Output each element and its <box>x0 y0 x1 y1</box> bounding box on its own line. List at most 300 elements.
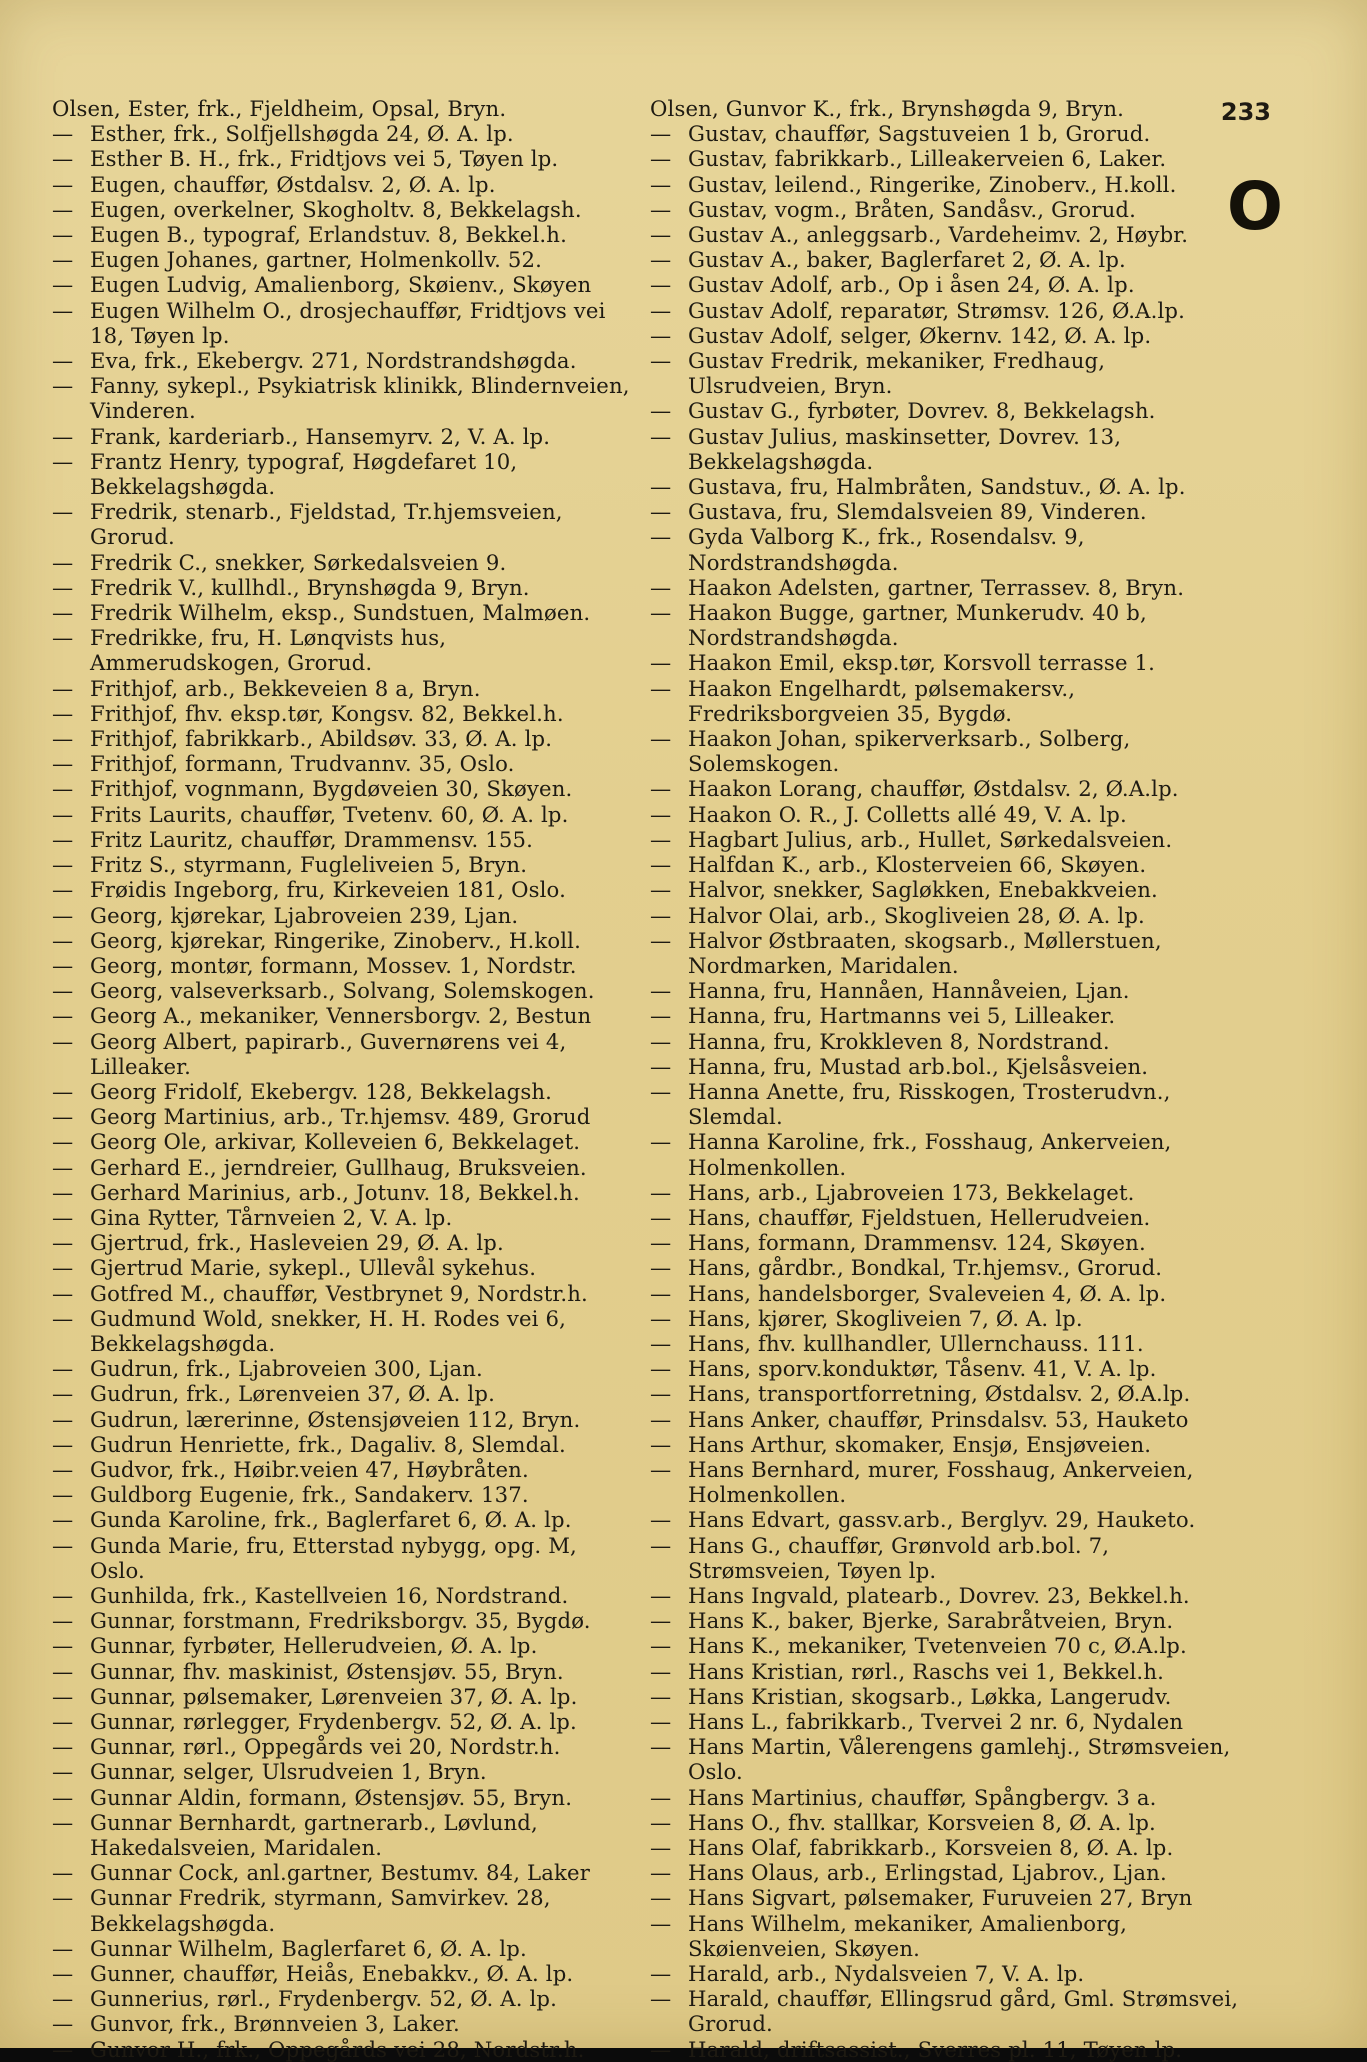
entry-text: Gunnar, fyrbøter, Hellerudveien, Ø. A. lp. <box>90 1633 538 1659</box>
ditto-dash: — <box>650 1532 672 1558</box>
directory-entry <box>52 1180 637 1205</box>
ditto-dash: — <box>650 247 672 273</box>
entry-text: Gustav, fabrikkarb., Lilleakerveien 6, Laker. <box>688 146 1167 172</box>
directory-entry <box>52 121 637 146</box>
ditto-dash: — <box>52 247 74 273</box>
ditto-dash: — <box>52 1709 74 1734</box>
ditto-dash: — <box>650 1683 672 1709</box>
directory-entry <box>650 802 1240 827</box>
entry-text: Gustav Julius, maskinsetter, Dovrev. 13, Bekkelagshøgda. <box>688 423 1122 474</box>
directory-entry <box>52 1885 637 1935</box>
ditto-dash: — <box>650 1582 672 1608</box>
entry-text: Hans Anker, chauffør, Prinsdalsv. 53, Hauketo <box>688 1406 1189 1432</box>
entry-text: Haakon Bugge, gartner, Munkerudv. 40 b, Nordstrandshøgda. <box>688 600 1147 651</box>
ditto-dash: — <box>52 1935 74 1961</box>
ditto-dash: — <box>650 1910 672 1936</box>
directory-entry <box>650 398 1240 423</box>
entry-text: Fredrikke, fru, H. Lønqvists hus, Ammerudskogen, Grorud. <box>90 625 447 676</box>
ditto-dash: — <box>52 1658 74 1684</box>
ditto-dash: — <box>650 852 672 878</box>
directory-entry <box>52 1457 637 1482</box>
directory-entry <box>52 877 637 902</box>
entry-text: Hans, kjører, Skogliveien 7, Ø. A. lp. <box>688 1305 1083 1331</box>
right-column <box>650 96 1240 2062</box>
directory-entry <box>52 1306 637 1356</box>
ditto-dash: — <box>650 121 672 147</box>
ditto-dash: — <box>52 700 74 726</box>
directory-entry <box>650 1961 1240 1986</box>
ditto-dash: — <box>52 1255 74 1281</box>
directory-entry <box>650 1331 1240 1356</box>
ditto-dash: — <box>52 1406 74 1432</box>
entry-text: Olsen, Ester, frk., Fjeldheim, Opsal, Bryn. <box>52 96 507 121</box>
entry-text: Gunnar, fhv. maskinist, Østensjøv. 55, Bryn. <box>90 1658 564 1684</box>
entry-text: Gunvor H., frk., Oppegårds vei 28, Nordstr.h. <box>90 2036 585 2062</box>
directory-entry <box>650 2037 1240 2062</box>
directory-entry <box>650 1810 1240 1835</box>
ditto-dash: — <box>650 1356 672 1382</box>
directory-entry <box>650 676 1240 726</box>
ditto-dash: — <box>52 448 74 474</box>
directory-entry <box>52 172 637 197</box>
directory-entry <box>52 1155 637 1180</box>
ditto-dash: — <box>52 1204 74 1230</box>
entry-text: Fritz Lauritz, chauffør, Drammensv. 155. <box>90 826 533 852</box>
directory-entry <box>650 928 1240 978</box>
entry-text: Esther B. H., frk., Fridtjovs vei 5, Tøyen lp. <box>90 146 559 172</box>
ditto-dash: — <box>52 272 74 298</box>
ditto-dash: — <box>52 776 74 802</box>
ditto-dash: — <box>52 1456 74 1482</box>
ditto-dash: — <box>52 877 74 903</box>
entry-text: Gustav G., fyrbøter, Dovrev. 8, Bekkelagsh. <box>688 398 1156 424</box>
entry-text: Gina Rytter, Tårnveien 2, V. A. lp. <box>90 1204 453 1230</box>
entry-text: Gustav Adolf, arb., Op i åsen 24, Ø. A. lp. <box>688 272 1135 298</box>
entry-text: Hans, arb., Ljabroveien 173, Bekkelaget. <box>688 1179 1135 1205</box>
ditto-dash: — <box>52 146 74 172</box>
directory-entry <box>52 1079 637 1104</box>
entry-text: Gunnar, forstmann, Fredriksborgv. 35, Bygdø. <box>90 1608 591 1634</box>
entry-text: Frithjof, arb., Bekkeveien 8 a, Bryn. <box>90 675 481 701</box>
entry-text: Gustav Adolf, reparatør, Strømsv. 126, Ø.A.lp. <box>688 297 1185 323</box>
directory-entry <box>52 1230 637 1255</box>
ditto-dash: — <box>650 322 672 348</box>
ditto-dash: — <box>52 499 74 525</box>
entry-text: Frank, karderiarb., Hansemyrv. 2, V. A. lp. <box>90 423 551 449</box>
entry-text: Gudmund Wold, snekker, H. H. Rodes vei 6, Bekkelagshøgda. <box>90 1305 566 1356</box>
entry-text: Gunnar, rørlegger, Frydenbergv. 52, Ø. A. lp. <box>90 1709 577 1734</box>
directory-entry <box>52 1029 637 1079</box>
ditto-dash: — <box>650 574 672 600</box>
ditto-dash: — <box>650 297 672 323</box>
entry-text: Hans, fhv. kullhandler, Ullernchauss. 111. <box>688 1330 1144 1356</box>
entry-text: Hans Ingvald, platearb., Dovrev. 23, Bekkel.h. <box>688 1582 1190 1608</box>
directory-entry <box>52 449 637 499</box>
directory-entry <box>650 348 1240 398</box>
entry-text: Gunnerius, rørl., Frydenbergv. 52, Ø. A. lp. <box>90 1986 558 2012</box>
ditto-dash: — <box>650 1507 672 1533</box>
directory-entry <box>650 474 1240 499</box>
directory-entry <box>650 272 1240 297</box>
ditto-dash: — <box>650 146 672 172</box>
entry-text: Fanny, sykepl., Psykiatrisk klinikk, Blindernveien, Vinderen. <box>90 373 630 424</box>
entry-text: Eugen Ludvig, Amalienborg, Skøienv., Skøyen <box>90 272 592 298</box>
ditto-dash: — <box>650 398 672 424</box>
directory-entry <box>52 751 637 776</box>
entry-text: Eugen, chauffør, Østdalsv. 2, Ø. A. lp. <box>90 171 496 197</box>
entry-text: Georg A., mekaniker, Vennersborgv. 2, Bestun <box>90 1003 592 1029</box>
directory-entry <box>650 424 1240 474</box>
ditto-dash: — <box>650 978 672 1004</box>
entry-text: Gudvor, frk., Høibr.veien 47, Høybråten. <box>90 1456 529 1482</box>
entry-text: Gunnar Wilhelm, Baglerfaret 6, Ø. A. lp. <box>90 1935 527 1961</box>
directory-entry <box>52 676 637 701</box>
ditto-dash: — <box>52 751 74 777</box>
ditto-dash: — <box>650 423 672 449</box>
directory-entry <box>650 1684 1240 1709</box>
entry-text: Gjertrud Marie, sykepl., Ullevål sykehus. <box>90 1255 537 1281</box>
directory-entry <box>52 726 637 751</box>
entry-text: Hans L., fabrikkarb., Tvervei 2 nr. 6, Nydalen <box>688 1709 1184 1734</box>
entry-text: Gunnar Cock, anl.gartner, Bestumv. 84, Laker <box>90 1860 590 1886</box>
entry-text: Halvor Olai, arb., Skogliveien 28, Ø. A. lp. <box>688 902 1145 928</box>
entry-text: Georg Ole, arkivar, Kolleveien 6, Bekkelaget. <box>90 1129 581 1155</box>
directory-entry <box>650 1457 1240 1507</box>
ditto-dash: — <box>52 1003 74 1029</box>
entry-text: Eugen Wilhelm O., drosjechauffør, Fridtjovs vei 18, Tøyen lp. <box>90 297 606 348</box>
ditto-dash: — <box>650 650 672 676</box>
directory-entry <box>650 1507 1240 1532</box>
ditto-dash: — <box>52 1961 74 1987</box>
ditto-dash: — <box>650 196 672 222</box>
ditto-dash: — <box>52 1759 74 1785</box>
ditto-dash: — <box>52 1633 74 1659</box>
entry-text: Hans Kristian, rørl., Raschs vei 1, Bekkel.h. <box>688 1658 1164 1684</box>
entry-text: Georg, valseverksarb., Solvang, Solemskogen. <box>90 978 595 1004</box>
entry-text: Georg, kjørekar, Ljabroveien 239, Ljan. <box>90 902 519 928</box>
ditto-dash: — <box>650 675 672 701</box>
ditto-dash: — <box>52 726 74 752</box>
entry-text: Hans, gårdbr., Bondkal, Tr.hjemsv., Grorud. <box>688 1255 1163 1281</box>
directory-entry <box>52 1533 637 1583</box>
directory-entry <box>650 575 1240 600</box>
directory-entry <box>650 1205 1240 1230</box>
ditto-dash: — <box>52 600 74 626</box>
ditto-dash: — <box>52 1381 74 1407</box>
entry-text: Frits Laurits, chauffør, Tvetenv. 60, Ø. A. lp. <box>90 801 569 827</box>
entry-text: Esther, frk., Solfjellshøgda 24, Ø. A. lp. <box>90 121 514 147</box>
entry-text: Haakon Emil, eksp.tør, Korsvoll terrasse 1. <box>688 650 1156 676</box>
directory-entry <box>650 650 1240 675</box>
ditto-dash: — <box>650 1406 672 1432</box>
directory-entry <box>650 1709 1240 1734</box>
ditto-dash: — <box>52 1129 74 1155</box>
entry-text: Hans, chauffør, Fjeldstuen, Hellerudveien. <box>688 1204 1151 1230</box>
ditto-dash: — <box>650 1078 672 1104</box>
ditto-dash: — <box>650 1381 672 1407</box>
directory-entry <box>52 373 637 423</box>
ditto-dash: — <box>52 1986 74 2012</box>
ditto-dash: — <box>52 574 74 600</box>
directory-entry <box>52 701 637 726</box>
ditto-dash: — <box>52 222 74 248</box>
directory-entry <box>650 1003 1240 1028</box>
directory-entry <box>650 1533 1240 1583</box>
directory-entry <box>650 1608 1240 1633</box>
ditto-dash: — <box>650 1709 672 1734</box>
ditto-dash: — <box>650 801 672 827</box>
directory-entry <box>650 1230 1240 1255</box>
entry-text: Gunnar, pølsemaker, Lørenveien 37, Ø. A. lp. <box>90 1683 578 1709</box>
entry-text: Eva, frk., Ekebergv. 271, Nordstrandshøgda. <box>90 348 577 374</box>
directory-entry <box>650 1432 1240 1457</box>
directory-entry <box>52 1986 637 2011</box>
entry-text: Hanna, fru, Hannåen, Hannåveien, Ljan. <box>688 978 1130 1004</box>
ditto-dash: — <box>52 1885 74 1911</box>
directory-entry <box>650 726 1240 776</box>
directory-entry <box>650 1054 1240 1079</box>
entry-text: Hanna Karoline, frk., Fosshaug, Ankerveien, Holmenkollen. <box>688 1129 1172 1180</box>
directory-entry <box>52 247 637 272</box>
ditto-dash: — <box>52 348 74 374</box>
ditto-dash: — <box>52 1305 74 1331</box>
ditto-dash: — <box>650 1431 672 1457</box>
directory-entry <box>650 903 1240 928</box>
entry-text: Frantz Henry, typograf, Høgdefaret 10, Bekkelagshøgda. <box>90 448 518 500</box>
directory-entry <box>52 575 637 600</box>
entry-text: Gyda Valborg K., frk., Rosendalsv. 9, Nordstrandshøgda. <box>688 524 1085 575</box>
letter-index: O <box>1226 168 1283 245</box>
directory-entry <box>650 852 1240 877</box>
ditto-dash: — <box>52 1230 74 1256</box>
entry-text: Hans Olaus, arb., Erlingstad, Ljabrov., Ljan. <box>688 1860 1167 1886</box>
directory-entry <box>52 1381 637 1406</box>
ditto-dash: — <box>52 1078 74 1104</box>
entry-text: Gudrun, frk., Ljabroveien 300, Ljan. <box>90 1356 483 1382</box>
ditto-dash: — <box>52 1280 74 1306</box>
entry-text: Gustav A., baker, Baglerfaret 2, Ø. A. lp. <box>688 247 1126 273</box>
entry-text: Harald, arb., Nydalsveien 7, V. A. lp. <box>688 1961 1085 1987</box>
ditto-dash: — <box>52 1608 74 1634</box>
ditto-dash: — <box>650 524 672 550</box>
entry-text: Fritz S., styrmann, Fugleliveien 5, Bryn. <box>90 852 528 878</box>
directory-entry <box>52 1255 637 1280</box>
entry-text: Eugen, overkelner, Skogholtv. 8, Bekkelagsh. <box>90 196 582 222</box>
entry-text: Gustav Fredrik, mekaniker, Fredhaug, Ulsrudveien, Bryn. <box>688 348 1106 399</box>
entry-text: Gudrun, frk., Lørenveien 37, Ø. A. lp. <box>90 1381 495 1407</box>
ditto-dash: — <box>650 348 672 374</box>
directory-entry <box>650 197 1240 222</box>
ditto-dash: — <box>650 1734 672 1760</box>
directory-entry <box>52 96 637 121</box>
ditto-dash: — <box>650 1784 672 1810</box>
ditto-dash: — <box>650 1053 672 1079</box>
ditto-dash: — <box>650 2036 672 2062</box>
entry-text: Gotfred M., chauffør, Vestbrynet 9, Nordstr.h. <box>90 1280 588 1306</box>
ditto-dash: — <box>52 1104 74 1130</box>
page-number: 233 <box>1220 98 1271 126</box>
directory-entry <box>52 802 637 827</box>
entry-text: Halvor Østbraaten, skogsarb., Møllerstuen, Nordmarken, Maridalen. <box>688 927 1162 978</box>
entry-text: Gunnar Fredrik, styrmann, Samvirkev. 28, Bekkelagshøgda. <box>90 1885 551 1936</box>
directory-entry <box>52 1860 637 1885</box>
ditto-dash: — <box>650 1986 672 2012</box>
entry-text: Hans, handelsborger, Svaleveien 4, Ø. A. lp. <box>688 1280 1167 1306</box>
directory-entry <box>52 827 637 852</box>
ditto-dash: — <box>52 1734 74 1760</box>
entry-text: Frithjof, formann, Trudvannv. 35, Oslo. <box>90 751 515 777</box>
ditto-dash: — <box>650 1028 672 1054</box>
ditto-dash: — <box>650 826 672 852</box>
ditto-dash: — <box>650 1809 672 1835</box>
ditto-dash: — <box>52 1582 74 1608</box>
ditto-dash: — <box>650 1280 672 1306</box>
directory-entry <box>52 852 637 877</box>
directory-entry <box>52 348 637 373</box>
ditto-dash: — <box>650 1456 672 1482</box>
entry-text: Eugen B., typograf, Erlandstuv. 8, Bekkel.h. <box>90 222 567 248</box>
directory-entry <box>650 1356 1240 1381</box>
directory-entry <box>650 1860 1240 1885</box>
ditto-dash: — <box>52 852 74 878</box>
ditto-dash: — <box>650 1608 672 1634</box>
directory-entry <box>650 1633 1240 1658</box>
ditto-dash: — <box>52 1532 74 1558</box>
ditto-dash: — <box>650 1129 672 1155</box>
ditto-dash: — <box>650 171 672 197</box>
entry-text: Fredrik C., snekker, Sørkedalsveien 9. <box>90 549 507 575</box>
ditto-dash: — <box>52 196 74 222</box>
directory-entry <box>650 524 1240 574</box>
directory-entry <box>52 146 637 171</box>
entry-text: Gustava, fru, Halmbråten, Sandstuv., Ø. A. lp. <box>688 474 1186 500</box>
entry-text: Gunnar, rørl., Oppegårds vei 20, Nordstr.h. <box>90 1734 561 1760</box>
entry-text: Hagbart Julius, arb., Hullet, Sørkedalsveien. <box>688 826 1173 852</box>
ditto-dash: — <box>52 297 74 323</box>
entry-text: Gunda Marie, fru, Etterstad nybygg, opg. M, Oslo. <box>90 1532 577 1583</box>
ditto-dash: — <box>52 1809 74 1835</box>
entry-text: Gustav Adolf, selger, Økernv. 142, Ø. A. lp. <box>688 322 1152 348</box>
entry-text: Georg, kjørekar, Ringerike, Zinoberv., H.koll. <box>90 927 581 953</box>
entry-text: Hans O., fhv. stallkar, Korsveien 8, Ø. A. lp. <box>688 1809 1156 1835</box>
entry-text: Hans Arthur, skomaker, Ensjø, Ensjøveien. <box>688 1431 1152 1457</box>
entry-text: Gunvor, frk., Brønnveien 3, Laker. <box>90 2011 460 2037</box>
ditto-dash: — <box>52 826 74 852</box>
entry-text: Halfdan K., arb., Klosterveien 66, Skøyen. <box>688 852 1147 878</box>
entry-text: Haakon Lorang, chauffør, Østdalsv. 2, Ø.A.lp. <box>688 776 1179 802</box>
directory-entry <box>650 1180 1240 1205</box>
directory-entry <box>650 1129 1240 1179</box>
entry-text: Hans Martin, Vålerengens gamlehj., Strømsveien, Oslo. <box>688 1734 1231 1785</box>
ditto-dash: — <box>650 222 672 248</box>
ditto-dash: — <box>52 423 74 449</box>
directory-entry <box>650 172 1240 197</box>
directory-entry <box>52 1003 637 1028</box>
directory-entry <box>650 776 1240 801</box>
entry-text: Gerhard Marinius, arb., Jotunv. 18, Bekkel.h. <box>90 1179 580 1205</box>
entry-text: Georg Martinius, arb., Tr.hjemsv. 489, Grorud <box>90 1104 591 1130</box>
entry-text: Gunda Karoline, frk., Baglerfaret 6, Ø. A. lp. <box>90 1507 572 1533</box>
ditto-dash: — <box>650 272 672 298</box>
directory-entry <box>52 197 637 222</box>
directory-entry <box>650 877 1240 902</box>
directory-entry <box>650 827 1240 852</box>
entry-text: Gustav, chauffør, Sagstuveien 1 b, Grorud. <box>688 121 1151 147</box>
directory-entry <box>52 2037 637 2062</box>
ditto-dash: — <box>650 499 672 525</box>
directory-entry <box>52 1583 637 1608</box>
directory-entry <box>52 1734 637 1759</box>
entry-text: Gjertrud, frk., Hasleveien 29, Ø. A. lp. <box>90 1230 504 1256</box>
entry-text: Hans, formann, Drammensv. 124, Skøyen. <box>688 1230 1146 1256</box>
entry-text: Hans K., mekaniker, Tvetenveien 70 c, Ø.A.lp. <box>688 1633 1187 1659</box>
directory-entry <box>52 978 637 1003</box>
directory-entry <box>52 1961 637 1986</box>
directory-entry <box>650 978 1240 1003</box>
ditto-dash: — <box>650 776 672 802</box>
ditto-dash: — <box>52 902 74 928</box>
directory-entry <box>650 499 1240 524</box>
ditto-dash: — <box>52 801 74 827</box>
directory-entry <box>650 1885 1240 1910</box>
ditto-dash: — <box>52 121 74 147</box>
ditto-dash: — <box>52 373 74 399</box>
directory-entry <box>52 222 637 247</box>
ditto-dash: — <box>650 1230 672 1256</box>
entry-text: Frithjof, fabrikkarb., Abildsøv. 33, Ø. A. lp. <box>90 726 553 752</box>
entry-text: Haakon O. R., J. Colletts allé 49, V. A. lp. <box>688 801 1127 827</box>
entry-text: Gudrun, lærerinne, Østensjøveien 112, Bryn. <box>90 1406 581 1432</box>
directory-entry <box>52 1633 637 1658</box>
entry-text: Gustava, fru, Slemdalsveien 89, Vinderen. <box>688 499 1147 525</box>
directory-entry <box>650 1785 1240 1810</box>
directory-entry <box>650 1911 1240 1961</box>
directory-entry <box>52 625 637 675</box>
directory-entry <box>52 953 637 978</box>
directory-entry <box>650 1079 1240 1129</box>
ditto-dash: — <box>650 1179 672 1205</box>
entry-text: Hans Kristian, skogsarb., Løkka, Langerudv. <box>688 1683 1172 1709</box>
directory-entry <box>650 600 1240 650</box>
entry-text: Haakon Adelsten, gartner, Terrassev. 8, Bryn. <box>688 574 1185 600</box>
ditto-dash: — <box>52 1507 74 1533</box>
directory-entry <box>650 1659 1240 1684</box>
ditto-dash: — <box>650 1003 672 1029</box>
entry-text: Hans G., chauffør, Grønvold arb.bol. 7, Strømsveien, Tøyen lp. <box>688 1532 1110 1583</box>
ditto-dash: — <box>52 2036 74 2062</box>
entry-text: Gustav, vogm., Bråten, Sandåsv., Grorud. <box>688 196 1136 222</box>
directory-entry <box>650 1835 1240 1860</box>
directory-entry <box>52 1507 637 1532</box>
entry-text: Frithjof, vognmann, Bygdøveien 30, Skøyen. <box>90 776 573 802</box>
directory-entry <box>52 1709 637 1734</box>
directory-entry <box>650 298 1240 323</box>
ditto-dash: — <box>650 1860 672 1886</box>
entry-text: Hanna, fru, Krokkleven 8, Nordstrand. <box>688 1028 1110 1054</box>
directory-entry <box>52 272 637 297</box>
entry-text: Gerhard E., jerndreier, Gullhaug, Bruksveien. <box>90 1154 587 1180</box>
entry-text: Gudrun Henriette, frk., Dagaliv. 8, Slemdal. <box>90 1431 566 1457</box>
directory-entry <box>52 1432 637 1457</box>
entry-text: Gunnar, selger, Ulsrudveien 1, Bryn. <box>90 1759 487 1785</box>
directory-entry <box>52 928 637 953</box>
entry-text: Haakon Engelhardt, pølsemakersv., Fredriksborgveien 35, Bygdø. <box>688 675 1076 726</box>
entry-text: Hans Sigvart, pølsemaker, Furuveien 27, Bryn <box>688 1885 1193 1911</box>
directory-entry <box>52 600 637 625</box>
directory-entry <box>52 1407 637 1432</box>
directory-entry <box>650 1306 1240 1331</box>
ditto-dash: — <box>52 171 74 197</box>
